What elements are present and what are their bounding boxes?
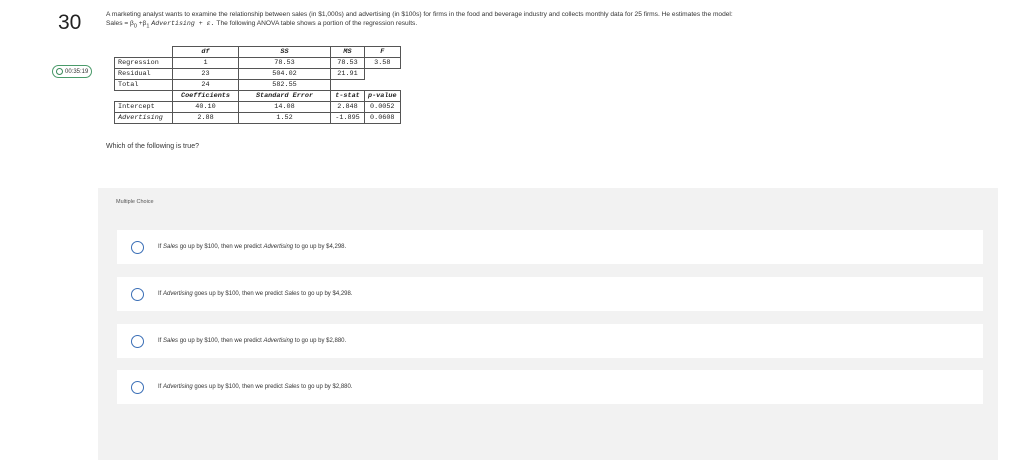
- prompt-line-1: A marketing analyst wants to examine the relationship between sales (in $1,000s) and advertising (in $100s) for firms in the food and beverage industry and collects monthly data for 25 firms. He estimates the model:: [106, 11, 733, 18]
- anova-corner: [115, 47, 173, 58]
- cell-pvalue: 0.0052: [365, 102, 401, 113]
- question-prompt: [106, 10, 1006, 31]
- anova-header-df: df: [173, 47, 239, 58]
- coef-header-se: Standard Error: [239, 91, 331, 102]
- coef-header-tstat: t-stat: [331, 91, 365, 102]
- row-label: Residual: [115, 69, 173, 80]
- cell-f: 3.58: [365, 58, 401, 69]
- beta1-sub: 1: [146, 23, 150, 30]
- cell-ss: 504.02: [239, 69, 331, 80]
- choice-option-3[interactable]: [117, 324, 983, 358]
- prompt-sales-eq: Sales = β: [106, 20, 134, 27]
- table-row: [115, 102, 401, 113]
- which-true-question: Which of the following is true?: [106, 143, 199, 150]
- cell-df: 24: [173, 80, 239, 91]
- prompt-line-2: [106, 19, 1006, 31]
- prompt-epsilon: + ε.: [194, 20, 215, 27]
- table-row: [115, 69, 401, 80]
- choice-option-4[interactable]: [117, 370, 983, 404]
- cell-df: 1: [173, 58, 239, 69]
- question-number: 30: [58, 11, 82, 34]
- clock-icon: [56, 68, 63, 75]
- choice-text: If Sales go up by $100, then we predict Advertising to go up by $2,880.: [158, 338, 347, 344]
- choice-text: If Sales go up by $100, then we predict Advertising to go up by $4,298.: [158, 244, 347, 250]
- cell-ss: 582.55: [239, 80, 331, 91]
- cell-coef: 40.10: [173, 102, 239, 113]
- cell-ms: 21.91: [331, 69, 365, 80]
- coef-header-coefficients: Coefficients: [173, 91, 239, 102]
- prompt-plus-beta: +β: [136, 20, 147, 27]
- cell-ss: 78.53: [239, 58, 331, 69]
- cell-coef: 2.88: [173, 113, 239, 124]
- choice-option-2[interactable]: [117, 277, 983, 311]
- anova-header-ss: SS: [239, 47, 331, 58]
- prompt-suffix: The following ANOVA table shows a portion of the regression results.: [214, 20, 418, 27]
- row-label: Regression: [115, 58, 173, 69]
- cell-ms: [331, 80, 365, 91]
- cell-f: [365, 80, 401, 91]
- cell-tstat: -1.895: [331, 113, 365, 124]
- radio-button[interactable]: [131, 288, 144, 301]
- multiple-choice-label: Multiple Choice: [116, 199, 154, 205]
- table-row: [115, 58, 401, 69]
- timer-badge: [52, 65, 92, 78]
- anova-header-row: [115, 47, 401, 58]
- coef-header-row: [115, 91, 401, 102]
- beta0-sub: 0: [133, 23, 137, 30]
- radio-button[interactable]: [131, 335, 144, 348]
- choice-text: If Advertising goes up by $100, then we predict Sales to go up by $4,298.: [158, 291, 353, 297]
- choice-text: If Advertising goes up by $100, then we predict Sales to go up by $2,880.: [158, 384, 353, 390]
- anova-header-ms: MS: [331, 47, 365, 58]
- cell-ms: 78.53: [331, 58, 365, 69]
- cell-tstat: 2.848: [331, 102, 365, 113]
- timer-text: 00:35:19: [65, 68, 89, 75]
- coef-corner: [115, 91, 173, 102]
- cell-se: 14.08: [239, 102, 331, 113]
- row-label: Total: [115, 80, 173, 91]
- radio-button[interactable]: [131, 241, 144, 254]
- coef-header-pvalue: p-value: [365, 91, 401, 102]
- table-row: [115, 80, 401, 91]
- cell-f: [365, 69, 401, 80]
- anova-table: [114, 46, 401, 124]
- cell-df: 23: [173, 69, 239, 80]
- row-label: Intercept: [115, 102, 173, 113]
- prompt-advertising-var: Advertising: [151, 20, 195, 27]
- choice-option-1[interactable]: [117, 230, 983, 264]
- radio-button[interactable]: [131, 381, 144, 394]
- cell-se: 1.52: [239, 113, 331, 124]
- table-row: [115, 113, 401, 124]
- row-label: Advertising: [115, 113, 173, 124]
- cell-pvalue: 0.0608: [365, 113, 401, 124]
- multiple-choice-panel: [98, 188, 998, 460]
- anova-header-f: F: [365, 47, 401, 58]
